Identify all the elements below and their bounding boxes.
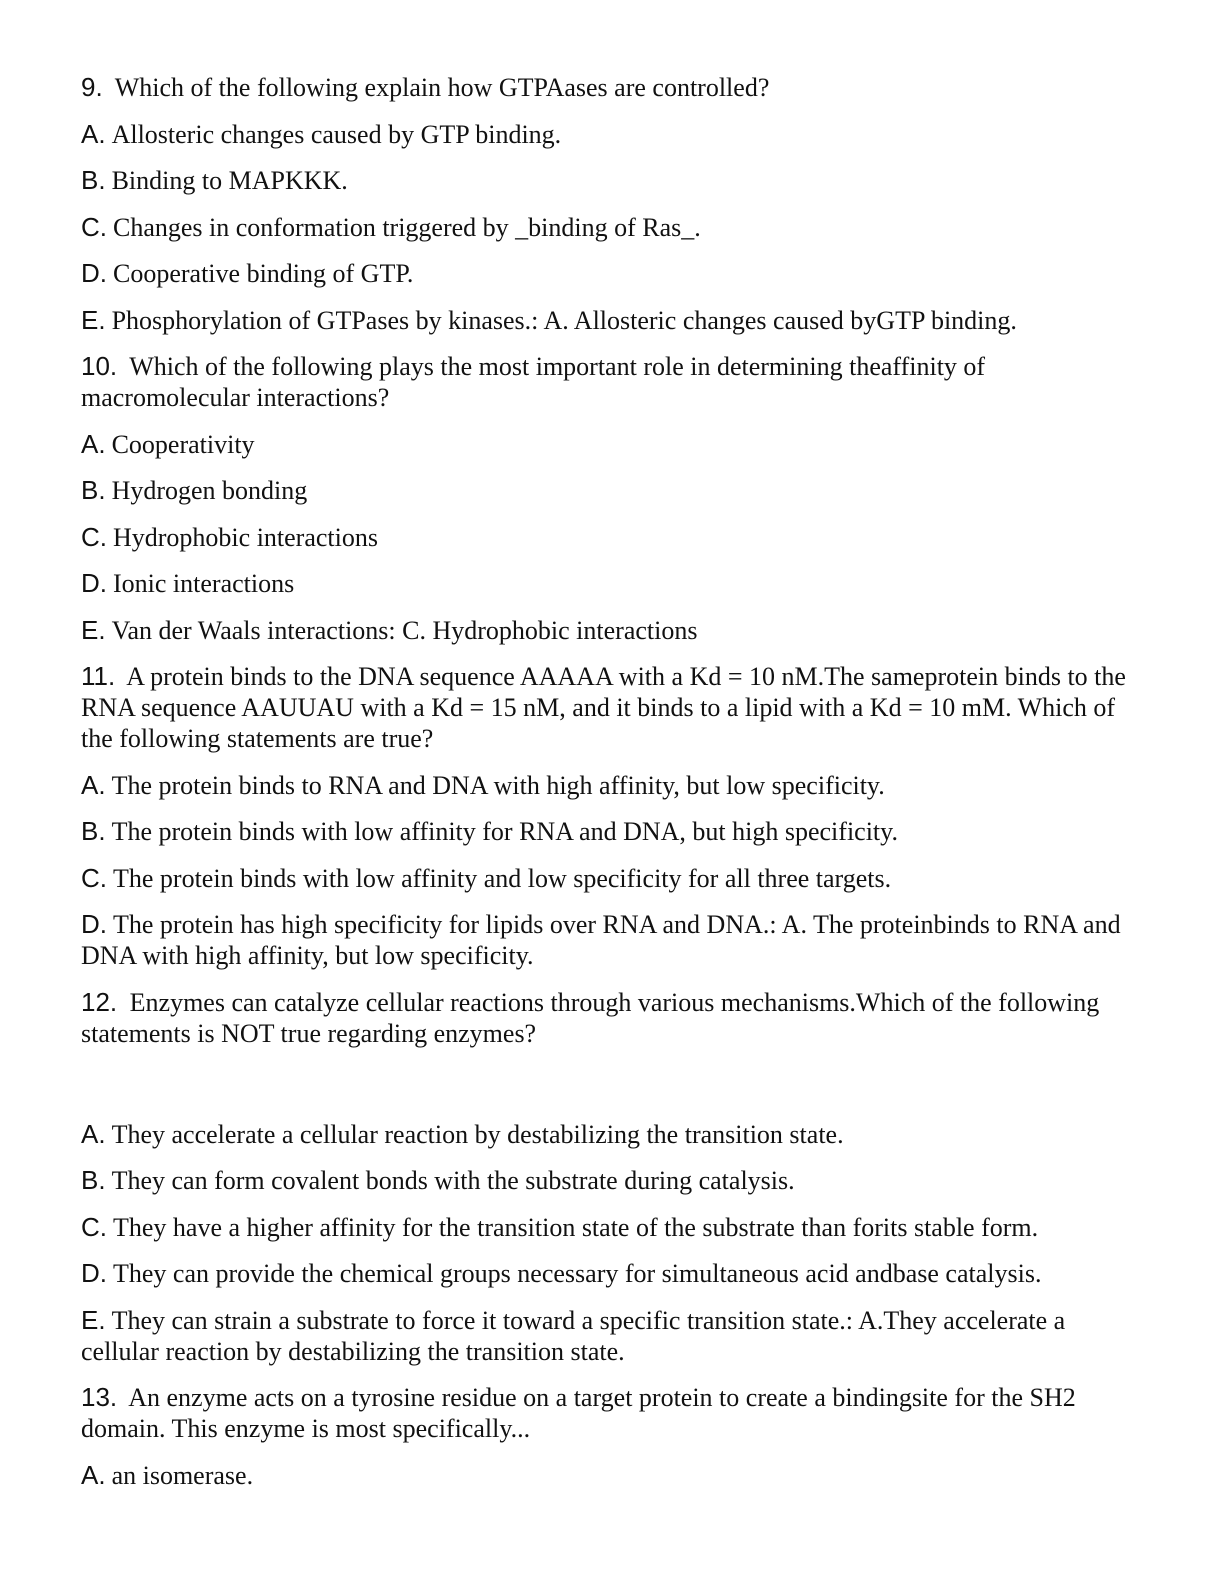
q12-option-d bbox=[81, 1258, 1141, 1289]
option-letter: E. bbox=[81, 614, 106, 645]
q10-option-e bbox=[81, 615, 1141, 646]
option-text: Binding to MAPKKK. bbox=[111, 166, 348, 195]
q9-option-d bbox=[81, 258, 1141, 289]
option-text: Phosphorylation of GTPases by kinases.: A. Allosteric changes caused byGTP binding. bbox=[111, 305, 1017, 335]
q13-option-a bbox=[81, 1460, 1141, 1491]
question-text: Enzymes can catalyze cellular reactions through various mechanisms.Which of the following statements is NOT true regarding enzymes? bbox=[81, 987, 1100, 1048]
q12-option-a bbox=[81, 1119, 1141, 1150]
option-letter: B. bbox=[81, 816, 106, 846]
q11-option-b bbox=[81, 816, 1141, 847]
option-text: Cooperativity bbox=[111, 429, 255, 459]
option-letter: B. bbox=[81, 165, 106, 195]
question-text: An enzyme acts on a tyrosine residue on a target protein to create a bindingsite for the SH2 domain. This enzyme is most specifically... bbox=[81, 1383, 1076, 1443]
question-12 bbox=[81, 987, 1141, 1049]
option-letter: C. bbox=[81, 1211, 107, 1242]
option-text: The protein binds with low affinity for RNA and DNA, but high specificity. bbox=[111, 817, 898, 846]
q12-option-c bbox=[81, 1212, 1141, 1243]
option-letter: D. bbox=[81, 1258, 107, 1288]
option-text: The protein binds to RNA and DNA with high affinity, but low specificity. bbox=[111, 770, 885, 800]
option-text: They can provide the chemical groups necessary for simultaneous acid andbase catalysis. bbox=[113, 1259, 1042, 1288]
question-number: 13. bbox=[81, 1382, 118, 1412]
option-text: Van der Waals interactions: C. Hydrophobic interactions bbox=[111, 615, 698, 645]
question-text: A protein binds to the DNA sequence AAAAA with a Kd = 10 nM.The sameprotein binds to the RNA sequence AAUUAU with a Kd = 15 nM, and it binds to a lipid with a Kd = 10 mM. Which of the following statements are true? bbox=[81, 662, 1126, 753]
option-letter: A. bbox=[81, 118, 106, 149]
option-text: Changes in conformation triggered by _binding of Ras_. bbox=[113, 212, 701, 242]
option-text: Ionic interactions bbox=[113, 569, 295, 598]
q11-option-c bbox=[81, 863, 1141, 894]
option-text: Hydrogen bonding bbox=[111, 476, 308, 505]
option-letter: E. bbox=[81, 1304, 106, 1335]
q10-option-b bbox=[81, 475, 1141, 506]
option-letter: E. bbox=[81, 304, 106, 335]
option-letter: A. bbox=[81, 428, 106, 459]
option-letter: B. bbox=[81, 1165, 106, 1195]
q9-option-b bbox=[81, 165, 1141, 196]
option-text: The protein binds with low affinity and low specificity for all three targets. bbox=[113, 863, 892, 893]
option-text: They can strain a substrate to force it toward a specific transition state.: A.They accelerate a cellular reaction by destabilizing the transition state. bbox=[81, 1305, 1066, 1366]
option-letter: A. bbox=[81, 1459, 106, 1490]
question-9 bbox=[81, 72, 1141, 103]
question-number: 9. bbox=[81, 72, 103, 102]
q10-option-d bbox=[81, 568, 1141, 599]
question-10 bbox=[81, 351, 1141, 413]
question-13 bbox=[81, 1382, 1141, 1444]
option-text: They have a higher affinity for the transition state of the substrate than forits stable form. bbox=[113, 1212, 1039, 1242]
q12-option-e bbox=[81, 1305, 1141, 1367]
option-text: Cooperative binding of GTP. bbox=[113, 259, 414, 288]
option-letter: C. bbox=[81, 521, 107, 552]
q12-option-b bbox=[81, 1165, 1141, 1196]
q10-option-c bbox=[81, 522, 1141, 553]
option-text: Hydrophobic interactions bbox=[113, 522, 378, 552]
option-text: They accelerate a cellular reaction by destabilizing the transition state. bbox=[111, 1119, 844, 1149]
question-text: Which of the following plays the most important role in determining theaffinity of macromolecular interactions? bbox=[81, 352, 986, 412]
option-letter: D. bbox=[81, 568, 107, 598]
question-number: 12. bbox=[81, 986, 118, 1017]
option-letter: C. bbox=[81, 211, 107, 242]
q10-option-a bbox=[81, 429, 1141, 460]
question-text: Which of the following explain how GTPAases are controlled? bbox=[114, 73, 770, 102]
question-number: 11. bbox=[81, 661, 116, 691]
question-number: 10. bbox=[81, 351, 118, 381]
option-letter: A. bbox=[81, 769, 106, 800]
q9-option-c bbox=[81, 212, 1141, 243]
question-11 bbox=[81, 661, 1141, 754]
option-letter: D. bbox=[81, 258, 107, 288]
option-text: The protein has high specificity for lipids over RNA and DNA.: A. The proteinbinds to RNA and DNA with high affinity, but low specificity. bbox=[81, 910, 1121, 970]
option-letter: A. bbox=[81, 1118, 106, 1149]
q11-option-d bbox=[81, 909, 1141, 971]
option-letter: D. bbox=[81, 909, 107, 939]
option-text: They can form covalent bonds with the substrate during catalysis. bbox=[111, 1166, 795, 1195]
option-text: an isomerase. bbox=[111, 1460, 254, 1490]
option-text: Allosteric changes caused by GTP binding. bbox=[111, 119, 562, 149]
option-letter: B. bbox=[81, 475, 106, 505]
q11-option-a bbox=[81, 770, 1141, 801]
option-letter: C. bbox=[81, 862, 107, 893]
q9-option-e bbox=[81, 305, 1141, 336]
document-page bbox=[81, 72, 1141, 1506]
q9-option-a bbox=[81, 119, 1141, 150]
